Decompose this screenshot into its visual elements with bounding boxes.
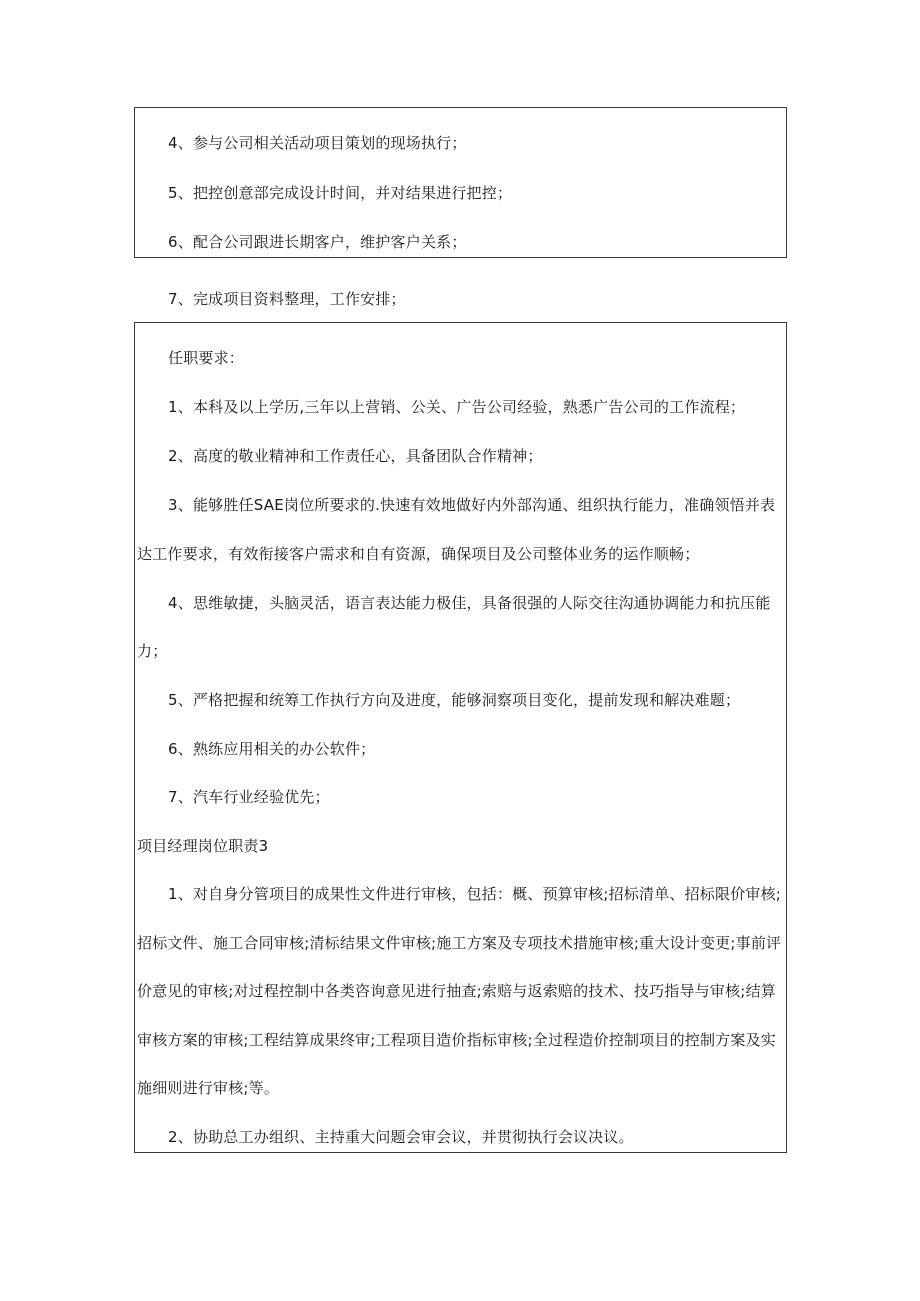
pm-duty-1a: 1、对自身分管项目的成果性文件进行审核，包括：概、预算审核;招标清单、招标限价审核; [168,885,782,903]
requirement-line-3a: 3、能够胜任SAE岗位所要求的.快速有效地做好内外部沟通、组织执行能力，准确领悟并表 [168,496,776,514]
requirement-line-2: 2、高度的敬业精神和工作责任心，具备团队合作精神； [168,447,543,465]
duty-item-6: 6、配合公司跟进长期客户，维护客户关系； [168,233,467,251]
requirements-heading: 任职要求： [168,349,245,367]
requirement-line-6: 6、熟练应用相关的办公软件； [168,740,376,758]
pm-duty-1c: 价意见的审核;对过程控制中各类咨询意见进行抽查;索赔与返索赔的技术、技巧指导与审核;结算 [137,982,776,1000]
pm-duty-1d: 审核方案的审核;工程结算成果终审;工程项目造价指标审核;全过程造价控制项目的控制方案及实 [137,1031,776,1049]
requirement-line-4a: 4、思维敏捷，头脑灵活，语言表达能力极佳，具备很强的人际交往沟通协调能力和抗压能 [168,594,771,612]
pm-duty-1e: 施细则进行审核;等。 [137,1079,280,1097]
duty-item-5: 5、把控创意部完成设计时间，并对结果进行把控； [168,184,513,202]
requirement-line-7: 7、汽车行业经验优先； [168,788,330,806]
requirement-line-4b: 力； [137,642,168,660]
pm-duty-1b: 招标文件、施工合同审核;清标结果文件审核;施工方案及专项技术措施审核;重大设计变更;事前评 [137,934,782,952]
requirement-line-3b: 达工作要求，有效衔接客户需求和自有资源，确保项目及公司整体业务的运作顺畅； [137,545,700,563]
requirement-line-5: 5、严格把握和统筹工作执行方向及进度，能够洞察项目变化，提前发现和解决难题； [168,691,741,709]
section-title: 项目经理岗位职责3 [137,837,269,855]
requirement-line-1: 1、本科及以上学历,三年以上营销、公关、广告公司经验，熟悉广告公司的工作流程； [168,398,746,416]
pm-duty-2: 2、协助总工办组织、主持重大问题会审会议，并贯彻执行会议决议。 [168,1128,634,1146]
duty-item-7: 7、完成项目资料整理，工作安排； [168,290,406,308]
duty-item-4: 4、参与公司相关活动项目策划的现场执行； [168,134,467,152]
